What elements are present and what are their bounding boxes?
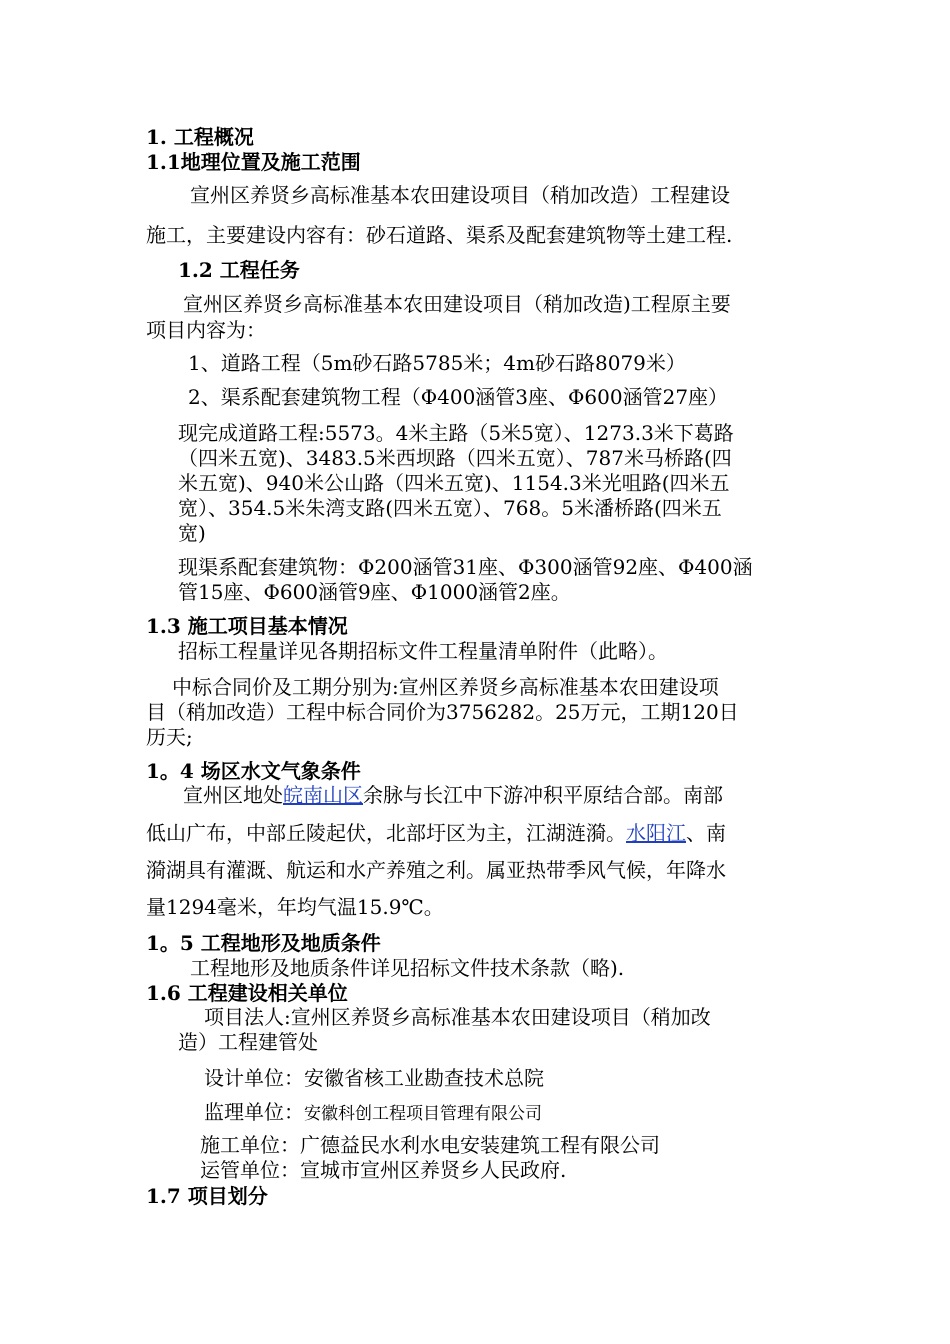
road-progress-line-1: 现完成道路工程:5573。4米主路（5米5宽）、1273.3米下葛路	[178, 421, 734, 445]
text-segment: 宣州区地处	[183, 783, 283, 807]
road-progress-line-4: 宽）、354.5米朱湾支路(四米五宽）、768。5米潘桥路(四米五	[178, 496, 722, 520]
project-owner-line-1: 项目法人:宣州区养贤乡高标准基本农田建设项目（稍加改	[204, 1005, 711, 1029]
road-progress-line-5: 宽)	[178, 521, 206, 545]
design-unit: 设计单位：安徽省核工业勘查技术总院	[204, 1066, 544, 1090]
construction-unit: 施工单位：广德益民水利水电安装建筑工程有限公司	[200, 1133, 660, 1157]
supervision-label: 监理单位：	[204, 1100, 304, 1124]
road-progress-line-2: （四米五宽)、3483.5米西坝路（四米五宽）、787米马桥路(四	[178, 446, 732, 470]
link-shuiyang-river[interactable]: 水阳江	[626, 821, 686, 845]
paragraph-contract-line-2: 目（稍加改造）工程中标合同价为3756282。25万元，工期120日	[146, 700, 739, 724]
heading-1: 1. 工程概况	[146, 125, 254, 149]
paragraph-hydrology-line-4: 量1294毫米，年均气温15.9℃。	[146, 895, 444, 919]
paragraph-hydrology-line-2	[146, 821, 726, 845]
heading-1-6: 1.6 工程建设相关单位	[146, 981, 348, 1005]
canal-progress-line-2: 管15座、Φ600涵管9座、Φ1000涵管2座。	[178, 580, 571, 604]
list-item-canal: 2、渠系配套建筑物工程（Φ400涵管3座、Φ600涵管27座）	[188, 385, 729, 409]
link-wannan-mountains[interactable]: 皖南山区	[283, 783, 363, 807]
paragraph-scope-line-2: 施工，主要建设内容有：砂石道路、渠系及配套建筑物等土建工程.	[146, 223, 733, 247]
heading-1-5: 1。5 工程地形及地质条件	[146, 931, 381, 955]
canal-progress-line-1: 现渠系配套建筑物：Φ200涵管31座、Φ300涵管92座、Φ400涵	[178, 555, 753, 579]
paragraph-hydrology-line-1	[183, 783, 723, 807]
paragraph-tender: 招标工程量详见各期招标文件工程量清单附件（此略）。	[178, 639, 668, 663]
paragraph-hydrology-line-3: 漪湖具有灌溉、航运和水产养殖之利。属亚热带季风气候，年降水	[146, 858, 726, 882]
heading-1-1: 1.1地理位置及施工范围	[146, 150, 361, 174]
paragraph-contract-line-1: 中标合同价及工期分别为:宣州区养贤乡高标准基本农田建设项	[172, 675, 719, 699]
project-owner-line-2: 造）工程建管处	[178, 1030, 318, 1054]
heading-1-2: 1.2 工程任务	[178, 258, 300, 282]
supervision-value: 安徽科创工程项目管理有限公司	[304, 1104, 542, 1124]
heading-1-4: 1。4 场区水文气象条件	[146, 759, 361, 783]
heading-1-7: 1.7 项目划分	[146, 1184, 268, 1208]
heading-1-3: 1.3 施工项目基本情况	[146, 614, 348, 638]
text-segment: 低山广布，中部丘陵起伏，北部圩区为主，江湖涟漪。	[146, 821, 626, 845]
paragraph-contract-line-3: 历天;	[146, 725, 193, 749]
paragraph-task-line-1: 宣州区养贤乡高标准基本农田建设项目（稍加改造)工程原主要	[183, 292, 731, 316]
text-segment: 余脉与长江中下游冲积平原结合部。南部	[363, 783, 723, 807]
supervision-unit	[204, 1100, 542, 1126]
text-segment: 、南	[686, 821, 726, 845]
paragraph-geology: 工程地形及地质条件详见招标文件技术条款（略).	[190, 956, 625, 980]
paragraph-scope-line-1: 宣州区养贤乡高标准基本农田建设项目（稍加改造）工程建设	[190, 183, 730, 207]
paragraph-task-line-2: 项目内容为：	[146, 318, 266, 342]
list-item-road: 1、道路工程（5m砂石路5785米；4m砂石路8079米）	[188, 351, 686, 375]
operation-unit: 运管单位：宣城市宣州区养贤乡人民政府.	[200, 1158, 567, 1182]
road-progress-line-3: 米五宽)、940米公山路（四米五宽)、1154.3米光咀路(四米五	[178, 471, 730, 495]
